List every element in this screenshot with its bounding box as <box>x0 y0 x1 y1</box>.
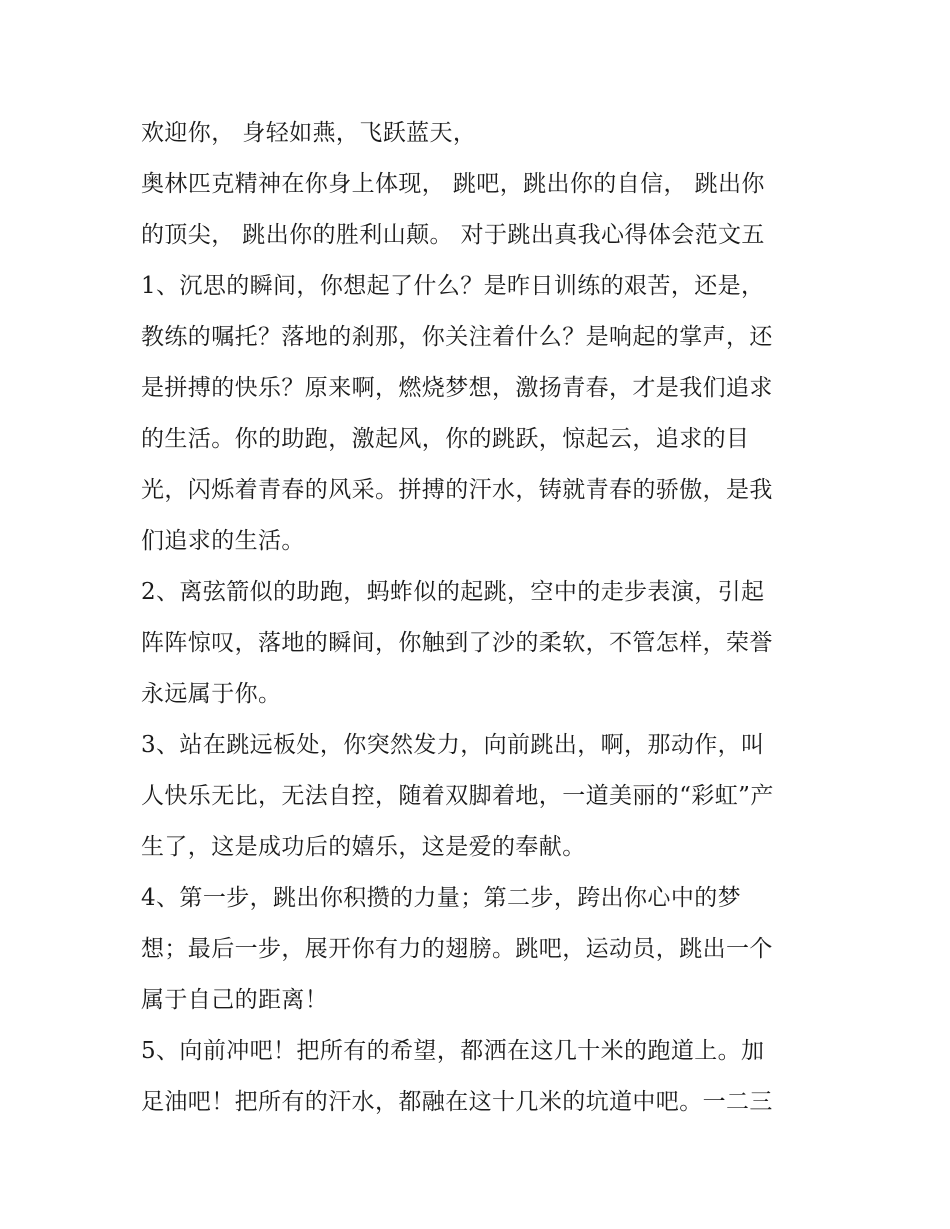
text-line: 光，闪烁着青春的风采。拼搏的汗水，铸就青春的骄傲，是我 <box>141 477 773 503</box>
text-line: 们追求的生活。 <box>141 528 305 554</box>
text-line: 永远属于你。 <box>141 681 282 707</box>
text-line: 生了，这是成功后的嬉乐，这是爱的奉献。 <box>141 834 586 860</box>
text-line: 3、站在跳远板处，你突然发力，向前跳出，啊，那动作，叫 <box>141 732 765 758</box>
text-line: 1、沉思的瞬间，你想起了什么？是昨日训练的艰苦，还是， <box>141 273 765 299</box>
text-line: 属于自己的距离！ <box>141 987 329 1013</box>
text-line: 4、第一步，跳出你积攒的力量；第二步，跨出你心中的梦 <box>141 885 742 911</box>
text-line: 2、离弦箭似的助跑，蚂蚱似的起跳，空中的走步表演，引起 <box>141 579 765 605</box>
document-body <box>141 108 821 1128</box>
text-line: 教练的嘱托？落地的刹那，你关注着什么？是响起的掌声，还 <box>141 324 773 350</box>
text-line: 的顶尖， 跳出你的胜利山颠。 对于跳出真我心得体会范文五 <box>141 222 765 248</box>
text-line: 是拼搏的快乐？原来啊，燃烧梦想，激扬青春，才是我们追求 <box>141 375 773 401</box>
text-line: 足油吧！把所有的汗水，都融在这十几米的坑道中吧。一二三 <box>141 1089 773 1115</box>
text-line: 阵阵惊叹，落地的瞬间，你触到了沙的柔软，不管怎样，荣誉 <box>141 630 773 656</box>
text-line: 的生活。你的助跑，激起风，你的跳跃，惊起云，追求的目 <box>141 426 750 452</box>
text-line: 欢迎你， 身轻如燕，飞跃蓝天， <box>141 120 477 146</box>
text-line: 奥林匹克精神在你身上体现， 跳吧，跳出你的自信， 跳出你 <box>141 171 765 197</box>
text-line: 5、向前冲吧！把所有的希望，都洒在这几十米的跑道上。加 <box>141 1038 765 1064</box>
text-line: 人快乐无比，无法自控，随着双脚着地，一道美丽的“彩虹”产 <box>141 783 774 809</box>
text-line: 想；最后一步，展开你有力的翅膀。跳吧，运动员，跳出一个 <box>141 936 773 962</box>
